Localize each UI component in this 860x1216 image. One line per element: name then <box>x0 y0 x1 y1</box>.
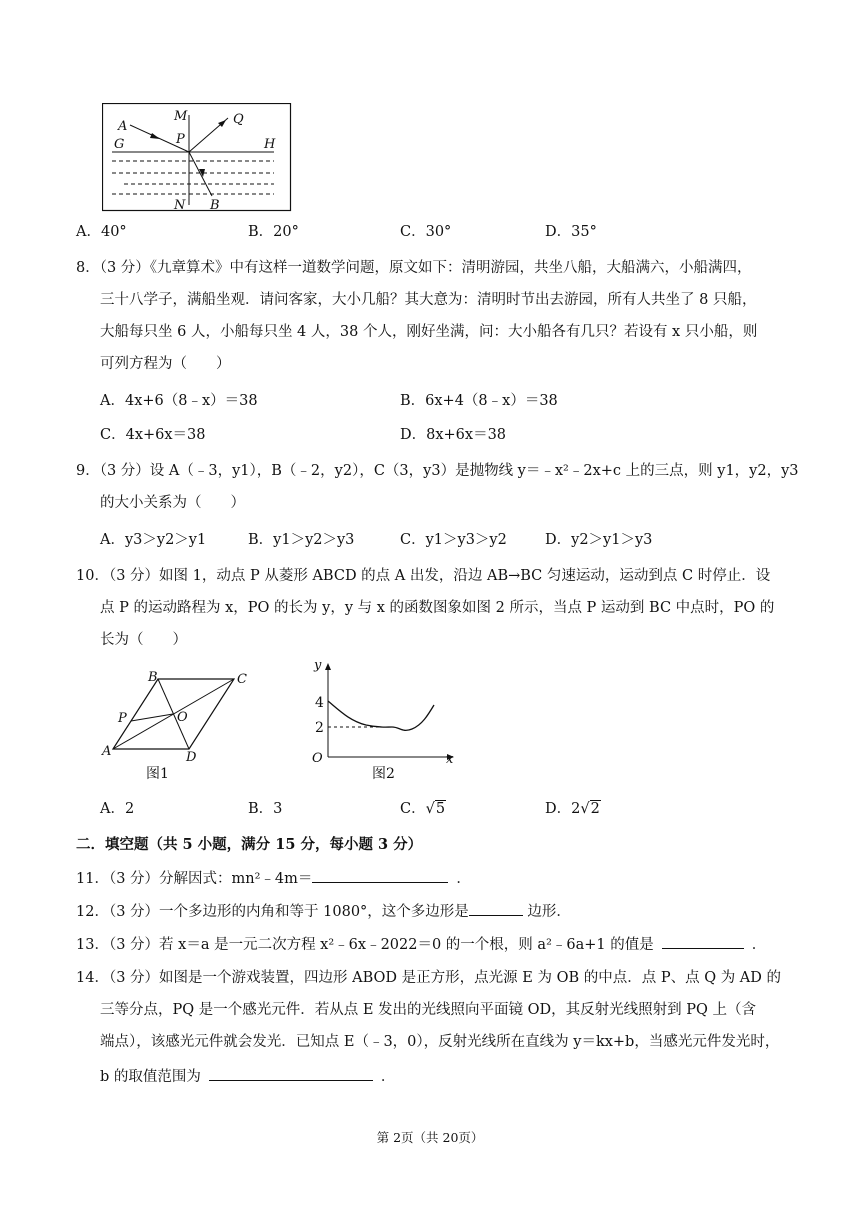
label-h: H <box>264 137 276 152</box>
q8-line-4: 可列方程为（ ） <box>100 356 231 372</box>
label-q: Q <box>233 112 244 127</box>
q7-option-a: A．40° <box>76 224 127 240</box>
page-footer: 第 2页（共 20页） <box>376 1130 484 1145</box>
label-p: P <box>176 132 185 147</box>
q10-option-c-prefix: C． <box>400 801 426 817</box>
q14-line-4 <box>100 1066 395 1087</box>
q10-option-b: B．3 <box>248 801 283 817</box>
q10-line-1: 10．（3 分）如图 1，动点 P 从菱形 ABCD 的点 A 出发，沿边 AB→BC 匀速运动，运动到点 C 时停止．设 <box>76 568 771 584</box>
fig1-caption: 图1 <box>146 766 169 782</box>
q9-option-d: D．y2＞y1＞y3 <box>545 532 653 548</box>
q14-last-text: b 的取值范围为 <box>100 1069 201 1085</box>
label-a: A <box>118 119 128 134</box>
fig1-label-c: C <box>237 672 247 687</box>
fig2-label-x: x <box>446 752 454 767</box>
q14-answer-blank <box>209 1066 373 1081</box>
q13-text: 13．（3 分）若 x＝a 是一元二次方程 x²﹣6x﹣2022＝0 的一个根，则 a²﹣6a+1 的值是 <box>76 937 654 953</box>
q8-option-d: D．8x+6x＝38 <box>400 427 507 443</box>
q7-option-b: B．20° <box>248 224 299 240</box>
q10-option-d-radicand: 2 <box>590 801 600 817</box>
fig2-label-y: y <box>314 658 322 673</box>
label-g: G <box>114 137 125 152</box>
q8-option-c: C．4x+6x＝38 <box>100 427 206 443</box>
fig2-tick-2: 2 <box>315 720 324 736</box>
q10-line-2: 点 P 的运动路程为 x，PO 的长为 y，y 与 x 的函数图象如图 2 所示，当点 P 运动到 BC 中点时，PO 的 <box>100 600 775 616</box>
q13-answer-blank <box>662 934 744 949</box>
fig2-label-o: O <box>312 751 323 766</box>
q14-line-2: 三等分点，PQ 是一个感光元件．若从点 E 发出的光线照向平面镜 OD，其反射光线照射到 PQ 上（含 <box>100 1002 757 1018</box>
q10-line-3: 长为（ ） <box>100 632 187 648</box>
q11-text: 11．（3 分）分解因式：mn²﹣4m＝ <box>76 871 313 887</box>
q7-option-c: C．30° <box>400 224 452 240</box>
q8-option-a: A．4x+6（8﹣x）＝38 <box>100 393 258 409</box>
fig1-label-b: B <box>148 670 158 685</box>
q11-end: ． <box>456 871 471 887</box>
q14-line-3: 端点），该感光元件就会发光．已知点 E（﹣3，0），反射光线所在直线为 y＝kx+b，当感光元件发光时， <box>100 1034 780 1050</box>
q12 <box>76 901 571 922</box>
fig1-label-a: A <box>102 744 112 759</box>
q9-line-1: 9．（3 分）设 A（﹣3，y1），B（﹣2，y2），C（3，y3）是抛物线 y＝﹣x²﹣2x+c 上的三点，则 y1，y2，y3 <box>76 463 799 479</box>
label-n: N <box>174 198 186 213</box>
fig2-caption: 图2 <box>372 766 395 782</box>
q10-option-d-prefix: D．2 <box>545 801 581 817</box>
refraction-figure <box>102 103 292 213</box>
q12-answer-blank <box>469 901 523 916</box>
q14-line-1: 14．（3 分）如图是一个游戏装置，四边形 ABOD 是正方形，点光源 E 为 OB 的中点．点 P、点 Q 为 AD 的 <box>76 970 782 986</box>
sqrt-icon: √ <box>580 801 590 817</box>
q14-end: ． <box>380 1069 396 1085</box>
function-graph-figure <box>300 655 470 785</box>
q7-option-d: D．35° <box>545 224 597 240</box>
q11 <box>76 868 471 889</box>
q9-option-b: B．y1＞y2＞y3 <box>248 532 355 548</box>
q10-option-a: A．2 <box>100 801 135 817</box>
sqrt-icon: √ <box>425 801 435 817</box>
rhombus-figure <box>96 665 266 785</box>
q8-line-3: 大船每只坐 6 人，小船每只坐 4 人，38 个人，刚好坐满，问：大小船各有几只？若设有 x 只小船，则 <box>100 324 758 340</box>
q8-line-1: 8．（3 分）《九章算术》中有这样一道数学问题，原文如下：清明游园，共坐八船，大船满六，小船满四， <box>76 260 752 276</box>
q9-line-2: 的大小关系为（ ） <box>100 495 245 511</box>
q13 <box>76 934 766 955</box>
q8-option-b: B．6x+4（8﹣x）＝38 <box>400 393 558 409</box>
q12-text: 12．（3 分）一个多边形的内角和等于 1080°，这个多边形是 <box>76 904 469 920</box>
q8-line-2: 三十八学子，满船坐观．请问客家，大小几船？其大意为：清明时节出去游园，所有人共坐了 8 只船， <box>100 292 757 308</box>
q9-option-a: A．y3＞y2＞y1 <box>100 532 207 548</box>
q10-option-c-radicand: 5 <box>435 801 446 817</box>
q10-option-c <box>400 799 446 819</box>
fig1-label-o: O <box>177 710 188 725</box>
fig2-tick-4: 4 <box>315 695 324 711</box>
label-b: B <box>210 198 220 213</box>
fig1-label-p: P <box>118 711 127 726</box>
section-2-heading: 二．填空题（共 5 小题，满分 15 分，每小题 3 分） <box>76 836 423 853</box>
q12-end: 边形． <box>522 904 571 920</box>
fig1-label-d: D <box>186 750 197 765</box>
q13-end: ． <box>751 937 767 953</box>
q11-answer-blank <box>312 868 448 883</box>
q9-option-c: C．y1＞y3＞y2 <box>400 532 507 548</box>
q10-option-d <box>545 799 601 819</box>
label-m: M <box>174 109 188 124</box>
